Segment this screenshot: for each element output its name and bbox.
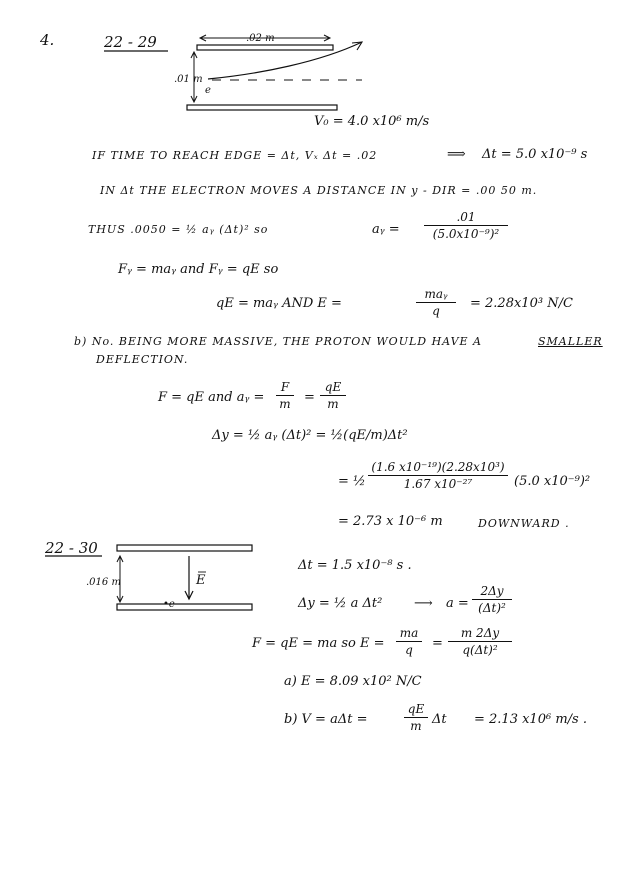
electron-trajectory [208, 42, 362, 79]
field-label: E [196, 573, 206, 588]
a-fraction-30: 2Δy (Δt)² [472, 584, 512, 615]
eq4-result: = 2.73 x 10⁻⁶ m [338, 514, 443, 529]
time-edge-line: IF TIME TO REACH EDGE = Δt, Vₓ Δt = .02 [92, 149, 378, 162]
smaller-word: SMALLER [538, 335, 603, 348]
E-fraction [416, 287, 456, 318]
top-plate-30 [117, 545, 252, 551]
dy-30: Δy = ½ a Δt² [298, 596, 383, 611]
distance-line: IN Δt THE ELECTRON MOVES A DISTANCE IN y - DIR = .00 50 m. [100, 184, 538, 197]
bottom-plate-30 [117, 604, 252, 610]
eq3-denominator: 1.67 x10⁻²⁷ [403, 477, 473, 491]
qe-line: qE = maᵧ AND E = [216, 296, 342, 311]
force-line: Fᵧ = maᵧ and Fᵧ = qE so [118, 262, 279, 277]
F-line-30: F = qE = ma so E = [252, 636, 385, 651]
m2dy-fraction: m 2Δy q(Δt)² [448, 626, 512, 657]
answer-a-30: a) E = 8.09 x10² N/C [284, 674, 422, 689]
E-numerator: maᵧ [424, 287, 448, 301]
qE-over-m: qE m [320, 380, 346, 411]
a-lhs-30: a = [446, 596, 469, 611]
ma-over-q: ma q [396, 626, 422, 657]
label-22-29: 22 - 29 [104, 33, 157, 51]
F-equals: = [432, 636, 443, 651]
ay-denominator: (5.0x10⁻⁹)² [432, 227, 500, 241]
deflection-word: DEFLECTION. [96, 353, 189, 366]
implies-arrow: ⟹ [447, 147, 466, 162]
eq3-fraction [368, 460, 508, 491]
dy-arrow: ⟶ [414, 596, 433, 611]
gap-label-30: .016 m [86, 577, 121, 588]
problem-number: 4. [40, 31, 55, 49]
thus-line: THUS .0050 = ½ aᵧ (Δt)² so [88, 223, 269, 236]
ay-fraction [424, 210, 508, 241]
label-22-30: 22 - 30 [45, 539, 98, 557]
eq3-tail: (5.0 x10⁻⁹)² [514, 474, 591, 489]
part-b-answer: b) No. BEING MORE MASSIVE, THE PROTON WOULD HAVE A [74, 335, 482, 348]
initial-velocity: V₀ = 4.0 x10⁶ m/s [314, 114, 430, 129]
E-result: = 2.28x10³ N/C [470, 296, 573, 311]
answer-b-lhs: b) V = aΔt = [284, 712, 368, 727]
gap-label: .01 m [174, 74, 203, 85]
delta-t-result: Δt = 5.0 x10⁻⁹ s [482, 147, 588, 162]
eq3-numerator: (1.6 x10⁻¹⁹)(2.28x10³) [371, 460, 505, 474]
charge-label-30: •e [163, 599, 175, 610]
answer-b-dt: Δt [432, 712, 447, 727]
answer-b-result: = 2.13 x10⁶ m/s . [474, 712, 587, 727]
delta-y-eq: Δy = ½ aᵧ (Δt)² = ½(qE/m)Δt² [212, 428, 408, 443]
qE-over-m-30: qE m [404, 702, 428, 733]
E-denominator: q [432, 304, 440, 318]
charge-label: e [205, 85, 211, 96]
ay-lhs: aᵧ = [372, 222, 400, 237]
F-over-m: F m [276, 380, 294, 411]
ay-numerator: .01 [456, 210, 476, 224]
bottom-plate [187, 105, 337, 110]
downward-note: DOWNWARD . [478, 517, 570, 530]
dt-30: Δt = 1.5 x10⁻⁸ s . [298, 558, 412, 573]
eq3-lhs: = ½ [338, 474, 366, 489]
eq1-equals: = [304, 390, 315, 405]
plate-length-label: .02 m [246, 33, 275, 44]
force-accel-eq: F = qE and aᵧ = [158, 390, 265, 405]
